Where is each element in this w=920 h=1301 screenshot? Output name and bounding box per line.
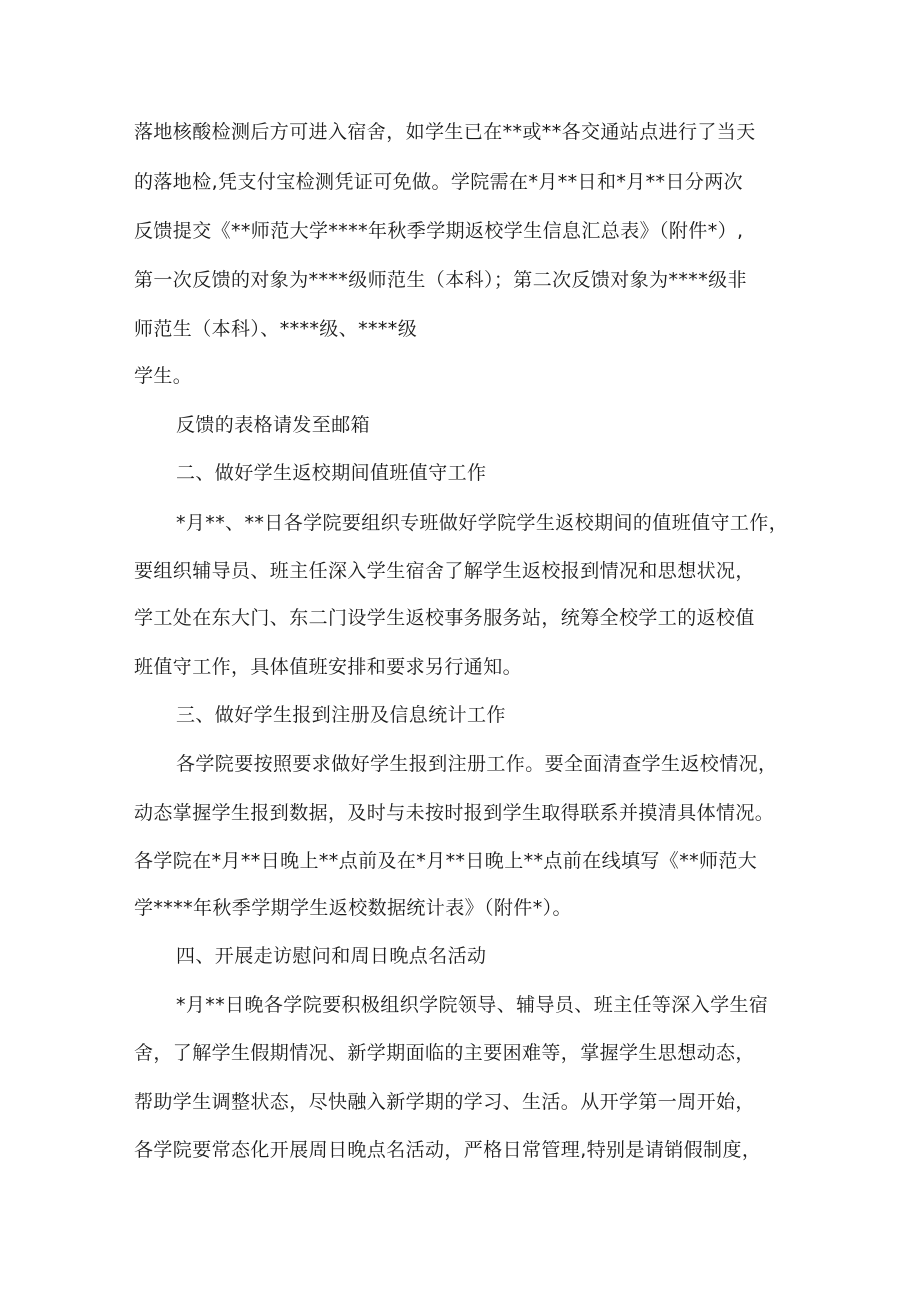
text-line: 学工处在东大门、东二门设学生返校事务服务站，统筹全校学工的返校值 [134, 607, 755, 629]
text-line: 各学院要按照要求做好学生报到注册工作。要全面清查学生返校情况， [176, 753, 778, 775]
text-line: 第一次反馈的对象为****级师范生（本科）；第二次反馈对象为****级非 [134, 269, 747, 291]
text-line: 动态掌握学生报到数据，及时与未按时报到学生取得联系并摸清具体情况。 [134, 802, 775, 824]
text-line: 学****年秋季学期学生返校数据统计表》（附件*）。 [134, 897, 572, 919]
text-line: 反馈的表格请发至邮箱 [176, 414, 371, 436]
text-line: 各学院要常态化开展周日晚点名活动，严格日常管理,特别是请销假制度， [134, 1139, 762, 1161]
text-line: 班值守工作，具体值班安排和要求另行通知。 [134, 656, 523, 678]
section-heading: 二、做好学生返校期间值班值守工作 [176, 462, 487, 484]
text-line: 学生。 [134, 365, 193, 387]
text-line: 舍，了解学生假期情况、新学期面临的主要困难等，掌握学生思想动态， [134, 1042, 755, 1064]
text-line: 各学院在*月**日晚上**点前及在*月**日晚上**点前在线填写《**师范大 [134, 850, 758, 872]
text-line: 落地核酸检测后方可进入宿舍，如学生已在**或**各交通站点进行了当天 [134, 121, 756, 143]
text-line: *月**日晚各学院要积极组织学院领导、辅导员、班主任等深入学生宿 [176, 994, 769, 1016]
section-heading: 三、做好学生报到注册及信息统计工作 [176, 704, 506, 726]
text-line: 帮助学生调整状态，尽快融入新学期的学习、生活。从开学第一周开始， [134, 1091, 755, 1113]
text-line: 要组织辅导员、班主任深入学生宿舍了解学生返校报到情况和思想状况， [134, 560, 755, 582]
text-line: 反馈提交《**师范大学****年秋季学期返校学生信息汇总表》（附件*）, [134, 220, 744, 242]
section-heading: 四、开展走访慰问和周日晚点名活动 [176, 945, 487, 967]
text-line: *月**、**日各学院要组织专班做好学院学生返校期间的值班值守工作， [176, 512, 789, 534]
text-line: 师范生（本科）、****级、****级 [134, 318, 418, 340]
text-line: 的落地检,凭支付宝检测凭证可免做。学院需在*月**日和*月**日分两次 [134, 171, 744, 193]
